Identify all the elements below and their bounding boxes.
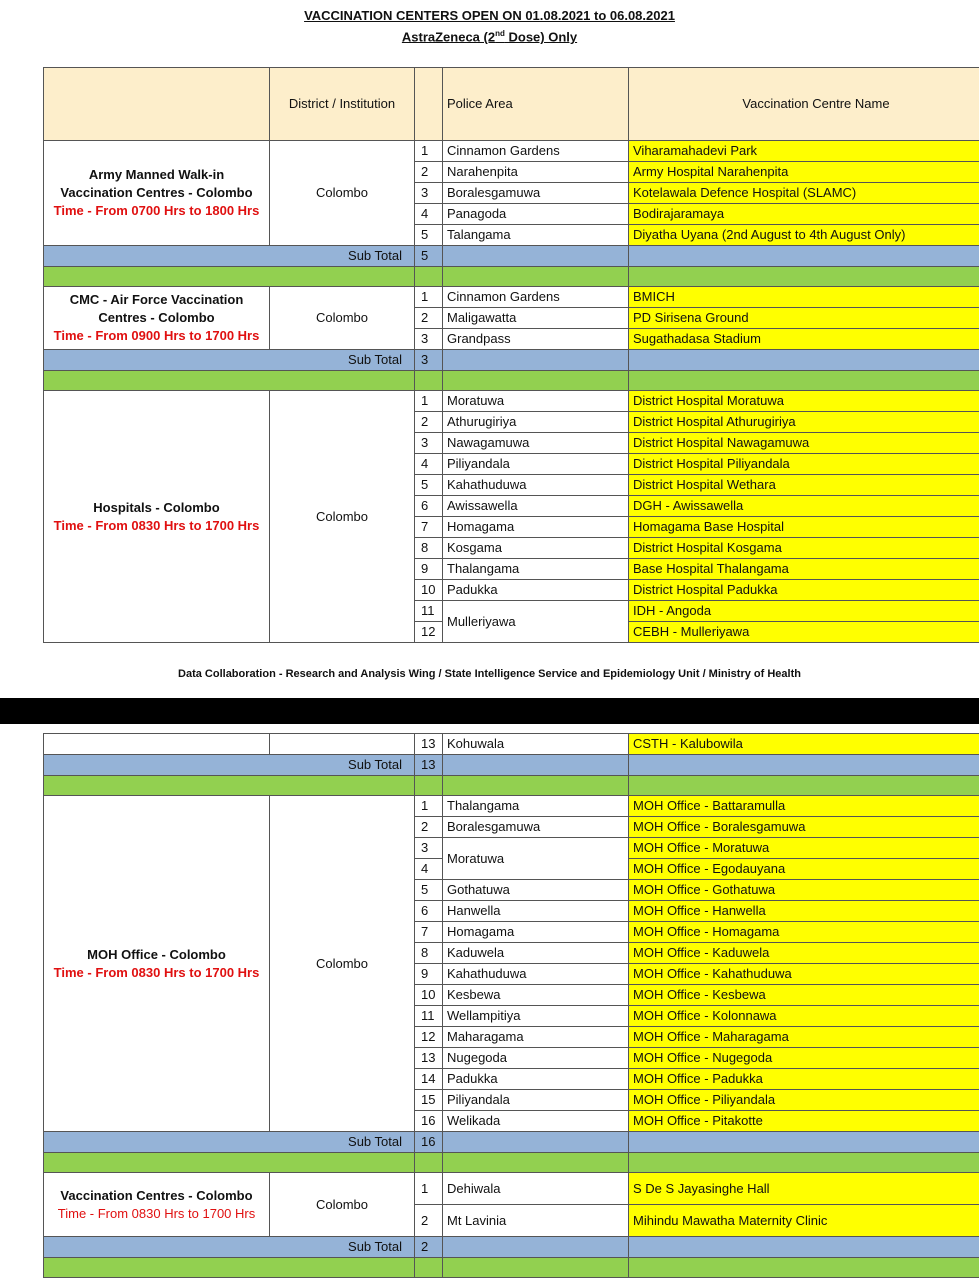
vaccination-centre-name: MOH Office - Moratuwa <box>629 838 979 859</box>
group-time: Time - From 0900 Hrs to 1700 Hrs <box>48 327 265 345</box>
police-area: Dehiwala <box>443 1173 629 1205</box>
spacer-cell <box>629 776 979 796</box>
police-area: Talangama <box>443 225 629 246</box>
group-cell <box>44 734 270 755</box>
row-number: 10 <box>415 580 443 601</box>
group-time: Time - From 0830 Hrs to 1700 Hrs <box>48 517 265 535</box>
row-number: 8 <box>415 538 443 559</box>
vaccination-centre-name: MOH Office - Egodauyana <box>629 859 979 880</box>
table-row <box>44 287 979 308</box>
vaccination-centres-section <box>44 1173 979 1278</box>
vaccination-centre-name: S De S Jayasinghe Hall <box>629 1173 979 1205</box>
header-police-area: Police Area <box>443 68 629 141</box>
subtotal-row <box>44 1237 979 1258</box>
row-number: 9 <box>415 559 443 580</box>
spacer-cell <box>44 776 415 796</box>
police-area: Grandpass <box>443 329 629 350</box>
hospitals-continued-section <box>44 734 979 796</box>
row-number: 5 <box>415 880 443 901</box>
subtotal-value: 3 <box>415 350 443 371</box>
row-number: 13 <box>415 1048 443 1069</box>
subtotal-blank-name <box>629 246 979 267</box>
subtotal-blank-name <box>629 350 979 371</box>
spacer-cell <box>44 1153 415 1173</box>
group-title-line2: Centres - Colombo <box>48 309 265 327</box>
vaccination-centre-name: MOH Office - Gothatuwa <box>629 880 979 901</box>
subtotal-blank-area <box>443 1132 629 1153</box>
row-number: 1 <box>415 287 443 308</box>
spacer-cell <box>44 371 415 391</box>
row-number: 2 <box>415 308 443 329</box>
police-area: Gothatuwa <box>443 880 629 901</box>
group-title-line1: CMC - Air Force Vaccination <box>48 291 265 309</box>
row-number: 6 <box>415 496 443 517</box>
vaccination-centre-name: MOH Office - Maharagama <box>629 1027 979 1048</box>
row-number: 1 <box>415 796 443 817</box>
police-area: Kaduwela <box>443 943 629 964</box>
vaccination-centre-name: District Hospital Moratuwa <box>629 391 979 412</box>
subtotal-blank-name <box>629 755 979 776</box>
police-area: Homagama <box>443 517 629 538</box>
subtotal-value: 5 <box>415 246 443 267</box>
district-cell: Colombo <box>270 796 415 1132</box>
police-area: Piliyandala <box>443 454 629 475</box>
police-area: Boralesgamuwa <box>443 817 629 838</box>
hospitals-section <box>44 391 979 643</box>
vaccination-centre-name: MOH Office - Piliyandala <box>629 1090 979 1111</box>
spacer-cell <box>629 371 979 391</box>
spacer-cell <box>415 1258 443 1278</box>
vaccination-centre-name: MOH Office - Kesbewa <box>629 985 979 1006</box>
police-area: Thalangama <box>443 796 629 817</box>
group-title-line1: Vaccination Centres - Colombo <box>48 1187 265 1205</box>
subtotal-row <box>44 1132 979 1153</box>
vaccination-centre-name: MOH Office - Battaramulla <box>629 796 979 817</box>
police-area: Thalangama <box>443 559 629 580</box>
group-title-line1: MOH Office - Colombo <box>48 946 265 964</box>
vaccination-centre-name: Homagama Base Hospital <box>629 517 979 538</box>
police-area: Boralesgamuwa <box>443 183 629 204</box>
table-header-row <box>44 68 979 141</box>
table-row <box>44 1173 979 1205</box>
police-area: Panagoda <box>443 204 629 225</box>
group-cell <box>44 796 270 1132</box>
moh-section <box>44 796 979 1173</box>
police-area: Cinnamon Gardens <box>443 287 629 308</box>
row-number: 11 <box>415 601 443 622</box>
district-cell <box>270 734 415 755</box>
table-row <box>44 734 979 755</box>
vaccination-centre-name: District Hospital Kosgama <box>629 538 979 559</box>
row-number: 12 <box>415 622 443 643</box>
vaccination-centre-name: PD Sirisena Ground <box>629 308 979 329</box>
vaccination-centre-name: MOH Office - Hanwella <box>629 901 979 922</box>
vaccination-centre-name: MOH Office - Boralesgamuwa <box>629 817 979 838</box>
row-number: 5 <box>415 225 443 246</box>
row-number: 2 <box>415 1205 443 1237</box>
section-spacer-row <box>44 776 979 796</box>
section-spacer-row <box>44 1153 979 1173</box>
subtitle-post: Dose) Only <box>505 29 577 44</box>
vaccination-centre-name: MOH Office - Homagama <box>629 922 979 943</box>
vaccination-centre-name: Army Hospital Narahenpita <box>629 162 979 183</box>
group-title-line2: Vaccination Centres - Colombo <box>48 184 265 202</box>
section-spacer-row <box>44 267 979 287</box>
subtotal-value: 2 <box>415 1237 443 1258</box>
vaccination-centre-name: DGH - Awissawella <box>629 496 979 517</box>
subtotal-row <box>44 246 979 267</box>
police-area: Hanwella <box>443 901 629 922</box>
subtotal-label: Sub Total <box>44 246 415 267</box>
header-district: District / Institution <box>270 68 415 141</box>
row-number: 13 <box>415 734 443 755</box>
vaccination-centre-name: District Hospital Nawagamuwa <box>629 433 979 454</box>
row-number: 4 <box>415 454 443 475</box>
police-area: Mulleriyawa <box>443 601 629 643</box>
row-number: 12 <box>415 1027 443 1048</box>
row-number: 4 <box>415 859 443 880</box>
vaccination-centre-name: MOH Office - Padukka <box>629 1069 979 1090</box>
vaccination-centre-name: Bodirajaramaya <box>629 204 979 225</box>
police-area: Moratuwa <box>443 391 629 412</box>
group-cell <box>44 287 270 350</box>
vaccination-table-page1 <box>43 67 979 643</box>
police-area: Athurugiriya <box>443 412 629 433</box>
vaccination-centre-name: CSTH - Kalubowila <box>629 734 979 755</box>
vaccination-centre-name: MOH Office - Kahathuduwa <box>629 964 979 985</box>
army-section <box>44 141 979 287</box>
spacer-cell <box>443 776 629 796</box>
row-number: 7 <box>415 922 443 943</box>
spacer-cell <box>443 1153 629 1173</box>
row-number: 8 <box>415 943 443 964</box>
group-time: Time - From 0830 Hrs to 1700 Hrs <box>48 964 265 982</box>
subtotal-value: 13 <box>415 755 443 776</box>
police-area: Welikada <box>443 1111 629 1132</box>
group-cell <box>44 1173 270 1237</box>
spacer-cell <box>415 1153 443 1173</box>
police-area: Maharagama <box>443 1027 629 1048</box>
police-area: Maligawatta <box>443 308 629 329</box>
row-number: 6 <box>415 901 443 922</box>
vaccination-table-page2 <box>43 733 979 1278</box>
spacer-cell <box>629 1153 979 1173</box>
vaccination-centre-name: MOH Office - Nugegoda <box>629 1048 979 1069</box>
subtotal-label: Sub Total <box>44 1132 415 1153</box>
police-area: Nugegoda <box>443 1048 629 1069</box>
row-number: 15 <box>415 1090 443 1111</box>
vaccination-centre-name: District Hospital Piliyandala <box>629 454 979 475</box>
spacer-cell <box>44 1258 415 1278</box>
table-row <box>44 141 979 162</box>
district-cell: Colombo <box>270 141 415 246</box>
subtotal-blank-area <box>443 755 629 776</box>
subtotal-blank-name <box>629 1132 979 1153</box>
table-row <box>44 796 979 817</box>
table-row <box>44 391 979 412</box>
row-number: 1 <box>415 141 443 162</box>
subtotal-value: 16 <box>415 1132 443 1153</box>
cmc-section <box>44 287 979 391</box>
row-number: 4 <box>415 204 443 225</box>
group-title-line1: Army Manned Walk-in <box>48 166 265 184</box>
group-title-line1: Hospitals - Colombo <box>48 499 265 517</box>
row-number: 2 <box>415 162 443 183</box>
subtotal-label: Sub Total <box>44 350 415 371</box>
spacer-cell <box>629 267 979 287</box>
row-number: 1 <box>415 391 443 412</box>
subtotal-row <box>44 755 979 776</box>
group-cell <box>44 141 270 246</box>
spacer-cell <box>629 1258 979 1278</box>
police-area: Awissawella <box>443 496 629 517</box>
section-spacer-row <box>44 1258 979 1278</box>
vaccination-centre-name: MOH Office - Kolonnawa <box>629 1006 979 1027</box>
spacer-cell <box>415 776 443 796</box>
header-group-cell <box>44 68 270 141</box>
police-area: Nawagamuwa <box>443 433 629 454</box>
group-cell <box>44 391 270 643</box>
police-area: Moratuwa <box>443 838 629 880</box>
group-time: Time - From 0830 Hrs to 1700 Hrs <box>48 1205 265 1223</box>
spacer-cell <box>415 371 443 391</box>
police-area: Homagama <box>443 922 629 943</box>
row-number: 10 <box>415 985 443 1006</box>
subtitle-pre: AstraZeneca (2 <box>402 29 495 44</box>
vaccination-centre-name: Diyatha Uyana (2nd August to 4th August Only) <box>629 225 979 246</box>
vaccination-centre-name: District Hospital Athurugiriya <box>629 412 979 433</box>
row-number: 2 <box>415 817 443 838</box>
subtotal-label: Sub Total <box>44 755 415 776</box>
police-area: Kesbewa <box>443 985 629 1006</box>
police-area: Wellampitiya <box>443 1006 629 1027</box>
page-title: VACCINATION CENTERS OPEN ON 01.08.2021 to 06.08.2021 <box>0 8 979 23</box>
row-number: 3 <box>415 838 443 859</box>
row-number: 14 <box>415 1069 443 1090</box>
spacer-cell <box>443 1258 629 1278</box>
district-cell: Colombo <box>270 287 415 350</box>
vaccination-centre-name: District Hospital Padukka <box>629 580 979 601</box>
row-number: 3 <box>415 329 443 350</box>
police-area: Narahenpita <box>443 162 629 183</box>
subtotal-label: Sub Total <box>44 1237 415 1258</box>
spacer-cell <box>443 267 629 287</box>
spacer-cell <box>443 371 629 391</box>
spacer-cell <box>415 267 443 287</box>
police-area: Padukka <box>443 580 629 601</box>
police-area: Kahathuduwa <box>443 964 629 985</box>
vaccination-centre-name: Kotelawala Defence Hospital (SLAMC) <box>629 183 979 204</box>
vaccination-centre-name: IDH - Angoda <box>629 601 979 622</box>
vaccination-centre-name: Mihindu Mawatha Maternity Clinic <box>629 1205 979 1237</box>
spacer-cell <box>44 267 415 287</box>
subtitle-sup: nd <box>495 29 505 38</box>
section-spacer-row <box>44 371 979 391</box>
vaccination-centre-name: BMICH <box>629 287 979 308</box>
row-number: 16 <box>415 1111 443 1132</box>
police-area: Piliyandala <box>443 1090 629 1111</box>
district-cell: Colombo <box>270 391 415 643</box>
vaccination-centre-name: Viharamahadevi Park <box>629 141 979 162</box>
row-number: 1 <box>415 1173 443 1205</box>
group-time: Time - From 0700 Hrs to 1800 Hrs <box>48 202 265 220</box>
vaccination-centre-name: MOH Office - Pitakotte <box>629 1111 979 1132</box>
row-number: 9 <box>415 964 443 985</box>
police-area: Mt Lavinia <box>443 1205 629 1237</box>
page-subtitle <box>0 29 979 44</box>
police-area: Kahathuduwa <box>443 475 629 496</box>
row-number: 3 <box>415 433 443 454</box>
police-area: Cinnamon Gardens <box>443 141 629 162</box>
subtotal-row <box>44 350 979 371</box>
subtotal-blank-area <box>443 246 629 267</box>
vaccination-centre-name: Base Hospital Thalangama <box>629 559 979 580</box>
subtotal-blank-area <box>443 1237 629 1258</box>
row-number: 7 <box>415 517 443 538</box>
police-area: Kohuwala <box>443 734 629 755</box>
subtotal-blank-name <box>629 1237 979 1258</box>
row-number: 3 <box>415 183 443 204</box>
vaccination-centre-name: District Hospital Wethara <box>629 475 979 496</box>
police-area: Kosgama <box>443 538 629 559</box>
vaccination-centre-name: CEBH - Mulleriyawa <box>629 622 979 643</box>
vaccination-centre-name: Sugathadasa Stadium <box>629 329 979 350</box>
row-number: 2 <box>415 412 443 433</box>
row-number: 11 <box>415 1006 443 1027</box>
police-area: Padukka <box>443 1069 629 1090</box>
header-number <box>415 68 443 141</box>
row-number: 5 <box>415 475 443 496</box>
data-collaboration-footer: Data Collaboration - Research and Analysis Wing / State Intelligence Service and Epidemiology Unit / Ministry of Health <box>0 668 979 680</box>
header-centre-name: Vaccination Centre Name <box>629 68 979 141</box>
subtotal-blank-area <box>443 350 629 371</box>
vaccination-centre-name: MOH Office - Kaduwela <box>629 943 979 964</box>
district-cell: Colombo <box>270 1173 415 1237</box>
page-separator <box>0 698 979 724</box>
